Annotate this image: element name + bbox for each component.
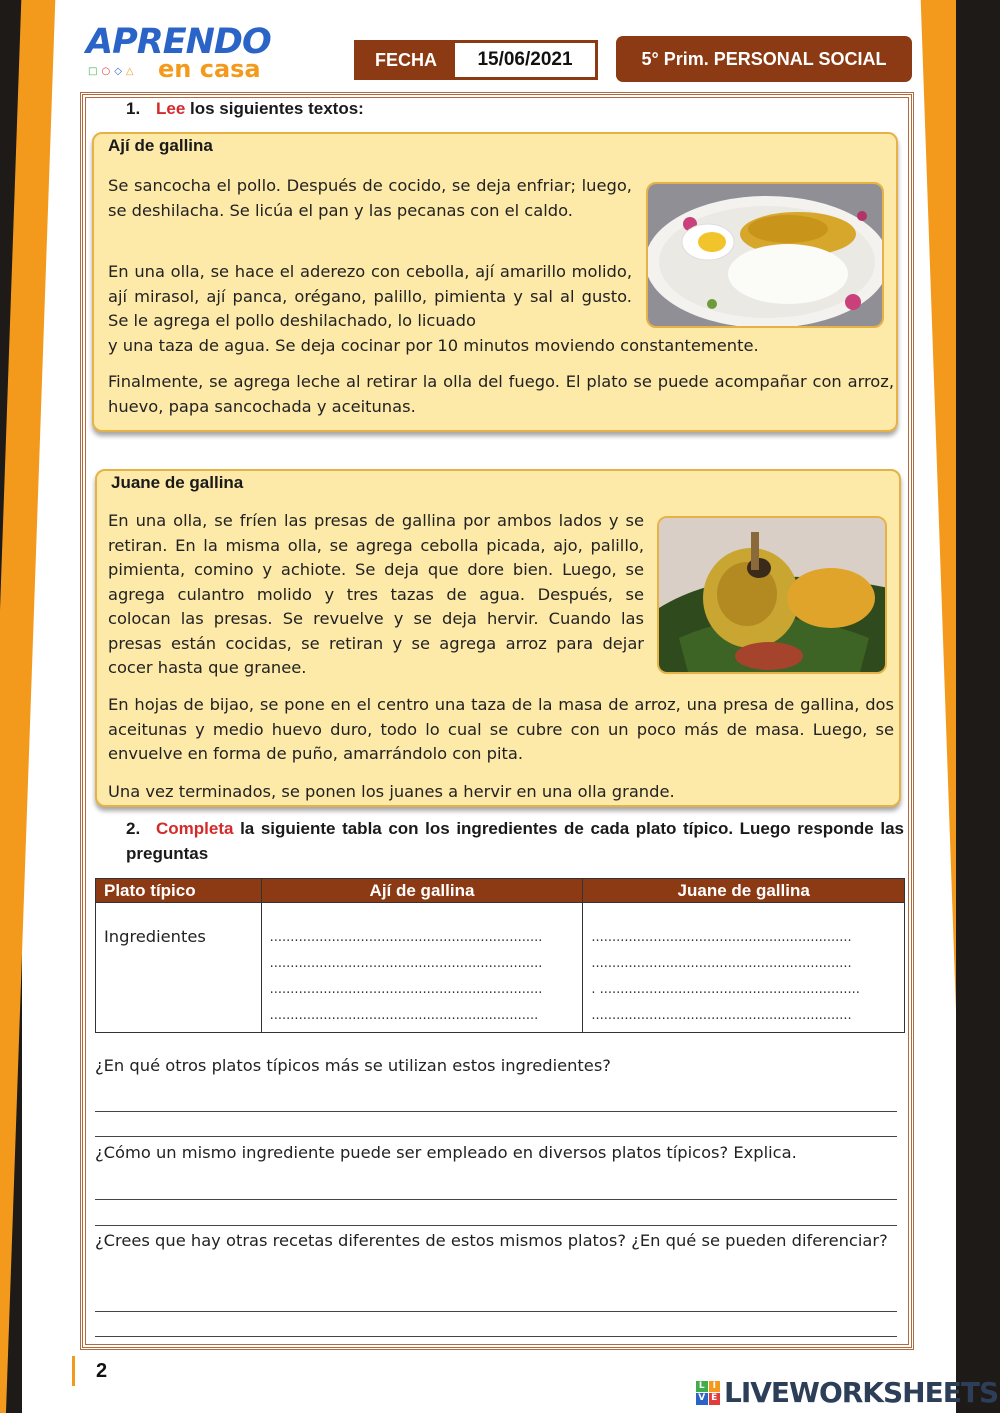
icon-letter: L — [696, 1381, 708, 1393]
liveworksheets-icon — [696, 1381, 720, 1405]
icon-letter: I — [709, 1381, 721, 1393]
question-2-title — [126, 816, 904, 866]
question-number: 2. — [126, 819, 141, 838]
page-number-bar — [72, 1356, 75, 1386]
left-decorative-band — [0, 0, 72, 1413]
recipe-paragraph: Una vez terminados, se ponen los juanes a hervir en una olla grande. — [108, 782, 675, 801]
row-label-ingredientes: Ingredientes — [96, 903, 262, 1033]
liveworksheets-brand: LIVEWORKSHEETS — [724, 1376, 999, 1409]
aji-de-gallina-photo — [646, 182, 884, 328]
date-label: FECHA — [357, 43, 455, 77]
icon-letter: V — [696, 1393, 708, 1405]
recipe-paragraph: Se sancocha el pollo. Después de cocido, se deja enfriar; luego, se deshilacha. Se licúa el pan y las pecanas con el caldo. — [108, 176, 632, 220]
answer-line[interactable] — [95, 1111, 897, 1112]
question-1-title — [126, 96, 364, 121]
date-value: 15/06/2021 — [455, 43, 595, 77]
table-header-aji: Ají de gallina — [261, 879, 583, 903]
recipe-paragraph: En hojas de bijao, se pone en el centro una taza de la masa de arroz, una presa de gallina, dos aceitunas y medio huevo duro, todo lo cual se cubre con un poco más de masa. Luego, se envuelve en forma de puño, amarrándolo con pita. — [108, 695, 894, 763]
recipe-title: Juane de gallina — [111, 473, 244, 492]
answer-line[interactable] — [95, 1311, 897, 1312]
answer-dotted-line[interactable]: ............................................................... — [591, 1008, 852, 1023]
icon-letter: E — [709, 1393, 721, 1405]
recipe-title: Ají de gallina — [108, 136, 213, 155]
juane-de-gallina-photo — [657, 516, 887, 674]
answer-cell-aji[interactable] — [261, 903, 583, 1033]
answer-dotted-line[interactable]: .................................................................. — [269, 956, 543, 971]
ingredients-table — [95, 878, 905, 1033]
answer-dotted-line[interactable]: ............................................................... — [591, 930, 852, 945]
open-question: ¿Crees que hay otras recetas diferentes de estos mismos platos? ¿En qué se pueden diferenciar? — [95, 1231, 888, 1250]
date-box — [354, 40, 598, 80]
recipe-paragraph: y una taza de agua. Se deja cocinar por 10 minutos moviendo constantemente. — [108, 336, 759, 355]
question-highlight: Completa — [156, 819, 234, 838]
answer-line[interactable] — [95, 1136, 897, 1137]
answer-dotted-line[interactable]: .................................................................. — [269, 982, 543, 997]
right-decorative-band — [900, 0, 1000, 1413]
question-highlight: Lee — [156, 99, 186, 118]
recipe-paragraph: Finalmente, se agrega leche al retirar la olla del fuego. El plato se puede acompañar con arroz, huevo, papa sancochada y aceitunas. — [108, 372, 894, 416]
diamond-icon: ◇ — [114, 66, 126, 77]
circle-icon: ○ — [101, 66, 115, 77]
question-number: 1. — [126, 99, 141, 118]
grade-subject-badge: 5° Prim. PERSONAL SOCIAL — [616, 36, 912, 82]
logo-title: APRENDO — [86, 22, 271, 62]
table-header-plato: Plato típico — [96, 879, 262, 903]
recipe-card-juane-de-gallina — [95, 469, 901, 807]
recipe-paragraph: En una olla, se fríen las presas de gallina por ambos lados y se retiran. En la misma olla, se agrega cebolla picada, ajo, palillo, pimienta, comino y achiote. Se deja que dore bien. Luego, se agrega culantro molido y tres tazas de agua. Después, se colocan las presas. Se revuelve y se deja hervir. Cuando las presas están cocidas, se retiran y se agrega arroz para dejar cocer hasta que granee. — [108, 511, 644, 677]
page-number: 2 — [96, 1360, 108, 1382]
triangle-icon: △ — [125, 66, 138, 77]
open-question: ¿En qué otros platos típicos más se utilizan estos ingredientes? — [95, 1056, 611, 1075]
question-text: la siguiente tabla con los ingredientes de cada plato típico. Luego responde las preguntas — [126, 819, 904, 863]
table-row — [96, 903, 905, 1033]
liveworksheets-logo — [696, 1376, 998, 1409]
answer-cell-juane[interactable] — [583, 903, 905, 1033]
table-header-row — [96, 879, 905, 903]
answer-dotted-line[interactable]: .................................................................. — [269, 930, 543, 945]
logo-shapes — [88, 66, 138, 78]
answer-line[interactable] — [95, 1225, 897, 1226]
question-text: los siguientes textos: — [185, 99, 364, 118]
answer-dotted-line[interactable]: ............................................................... — [591, 956, 852, 971]
open-question: ¿Cómo un mismo ingrediente puede ser empleado en diversos platos típicos? Explica. — [95, 1143, 797, 1162]
answer-dotted-line[interactable]: . ............................................................... — [591, 982, 860, 997]
answer-line[interactable] — [95, 1199, 897, 1200]
table-header-juane: Juane de gallina — [583, 879, 905, 903]
aprendo-en-casa-logo — [86, 24, 276, 84]
answer-dotted-line[interactable]: ................................................................. — [269, 1008, 539, 1023]
recipe-paragraph: En una olla, se hace el aderezo con cebolla, ají amarillo molido, ají mirasol, ají panca, orégano, palillo, pimienta y sal al gusto. Se le agrega el pollo deshilachado, lo licuado — [108, 262, 632, 330]
answer-line[interactable] — [95, 1336, 897, 1337]
recipe-card-aji-de-gallina — [92, 132, 898, 432]
square-icon: □ — [88, 66, 102, 77]
logo-subtitle: en casa — [158, 55, 261, 83]
